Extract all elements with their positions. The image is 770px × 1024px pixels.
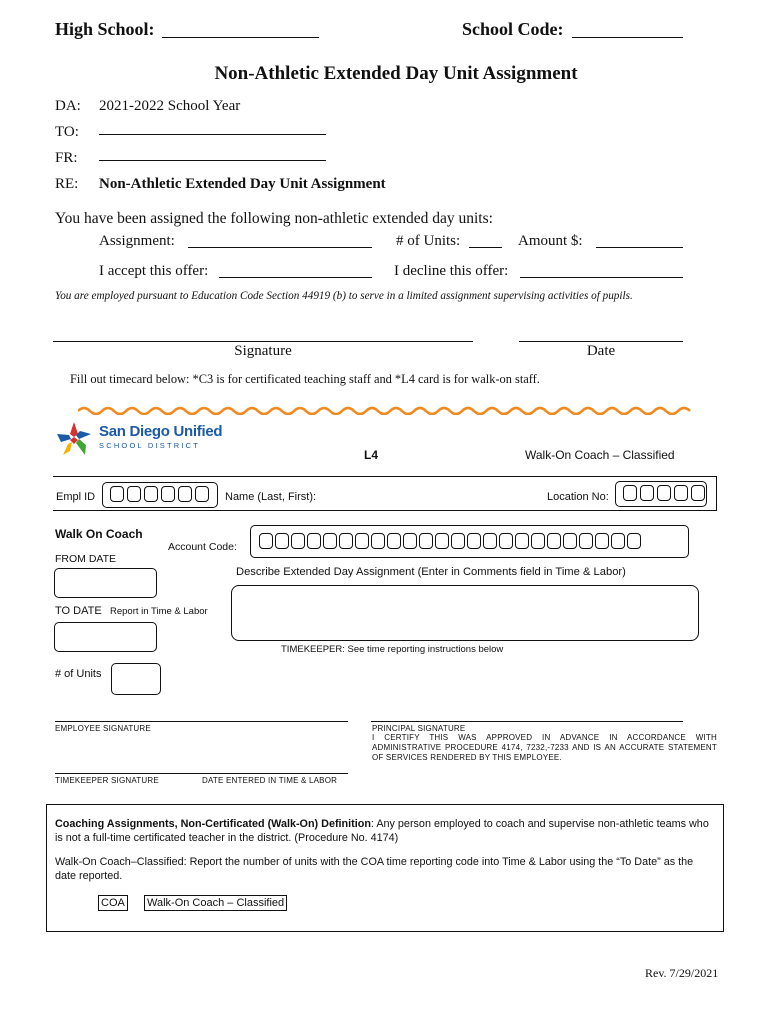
page-title: Non-Athletic Extended Day Unit Assignment	[214, 63, 578, 84]
district-logo-name: San Diego Unified	[99, 423, 223, 440]
assignment-field[interactable]	[188, 247, 372, 248]
describe-input[interactable]	[231, 585, 699, 641]
definition-text	[55, 817, 715, 845]
account-digit[interactable]	[627, 533, 641, 549]
employee-signature-label: EMPLOYEE SIGNATURE	[55, 724, 151, 733]
intro-text: You have been assigned the following non-athletic extended day units:	[55, 210, 493, 227]
district-logo-icon	[55, 420, 93, 458]
account-digit[interactable]	[371, 533, 385, 549]
definition-body: : Any person employed to coach and supervise non-athletic teams who is not a full-time certificated teacher in the district. (Procedure No. 4174)	[55, 818, 709, 844]
account-digit[interactable]	[579, 533, 593, 549]
empl-id-digit[interactable]	[161, 486, 175, 502]
units-field[interactable]	[469, 247, 502, 248]
fr-field[interactable]	[99, 160, 326, 161]
account-digit[interactable]	[259, 533, 273, 549]
name-field[interactable]	[320, 482, 540, 506]
to-field[interactable]	[99, 134, 326, 135]
account-digit[interactable]	[499, 533, 513, 549]
location-digit[interactable]	[640, 485, 654, 501]
walk-on-label: Walk On Coach	[55, 527, 143, 541]
account-digit[interactable]	[467, 533, 481, 549]
timecard-frame-bottom	[53, 510, 717, 511]
empl-id-label: Empl ID	[56, 491, 96, 503]
from-date-label: FROM DATE	[55, 553, 117, 565]
card-units-input[interactable]	[111, 663, 161, 695]
account-digit[interactable]	[307, 533, 321, 549]
location-digit[interactable]	[674, 485, 688, 501]
account-label: Account Code:	[168, 541, 237, 553]
date-entered-label: DATE ENTERED IN TIME & LABOR	[202, 776, 338, 785]
location-input[interactable]	[615, 481, 707, 507]
coa-code: COA	[98, 895, 128, 911]
location-digit[interactable]	[623, 485, 637, 501]
coa-description: Walk-On Coach – Classified	[144, 895, 287, 911]
timecard-frame	[53, 476, 717, 477]
wavy-divider	[78, 405, 692, 415]
location-label: Location No:	[547, 491, 609, 503]
from-date-input[interactable]	[54, 568, 157, 598]
da-label: DA:	[55, 98, 81, 114]
account-digit[interactable]	[435, 533, 449, 549]
signature-label: Signature	[234, 343, 292, 359]
district-logo-sub: SCHOOL DISTRICT	[99, 441, 201, 450]
certify-text: I CERTIFY THIS WAS APPROVED IN ADVANCE IN ACCORDANCE WITH ADMINISTRATIVE PROCEDURE 4174, 7232,-7233 AND IS AN ACCURATE STATEMENT OF SERVICES RENDERED BY THIS EMPLOYEE.	[372, 733, 717, 762]
units-label: # of Units:	[396, 233, 461, 249]
describe-label: Describe Extended Day Assignment (Enter in Comments field in Time & Labor)	[236, 566, 626, 578]
definition-para2: Walk-On Coach–Classified: Report the number of units with the COA time reporting code into Time & Labor using the “To Date” as the date reported.	[55, 856, 694, 882]
re-label: RE:	[55, 176, 79, 192]
account-digit[interactable]	[451, 533, 465, 549]
timecard-frame-right	[716, 476, 717, 510]
timekeeper-note: TIMEKEEPER: See time reporting instructions below	[281, 644, 504, 655]
empl-id-digit[interactable]	[127, 486, 141, 502]
account-digit[interactable]	[339, 533, 353, 549]
timekeeper-signature-label: TIMEKEEPER SIGNATURE	[55, 776, 159, 785]
account-digit[interactable]	[291, 533, 305, 549]
principal-signature-label: PRINCIPAL SIGNATURE	[372, 724, 466, 733]
high-school-label: High School:	[55, 19, 155, 39]
accept-field[interactable]	[219, 277, 372, 278]
account-digit[interactable]	[387, 533, 401, 549]
empl-id-input[interactable]	[102, 482, 218, 508]
to-date-input[interactable]	[54, 622, 157, 652]
da-value: 2021-2022 School Year	[99, 98, 241, 114]
empl-id-digit[interactable]	[110, 486, 124, 502]
location-digit[interactable]	[691, 485, 705, 501]
name-label: Name (Last, First):	[225, 491, 317, 503]
amount-field[interactable]	[596, 247, 683, 248]
revision-date: Rev. 7/29/2021	[645, 966, 719, 980]
account-digit[interactable]	[547, 533, 561, 549]
timekeeper-signature-line[interactable]	[55, 773, 348, 774]
card-units-label: # of Units	[55, 668, 102, 680]
account-digit[interactable]	[419, 533, 433, 549]
empl-id-digit[interactable]	[195, 486, 209, 502]
school-code-field[interactable]	[572, 37, 683, 38]
definition-heading: Coaching Assignments, Non-Certificated (Walk-On) Definition	[55, 818, 371, 830]
account-digit[interactable]	[275, 533, 289, 549]
report-label: Report in Time & Labor	[110, 606, 208, 617]
empl-id-digit[interactable]	[144, 486, 158, 502]
employee-signature-line[interactable]	[55, 721, 348, 722]
high-school-field[interactable]	[162, 37, 319, 38]
decline-label: I decline this offer:	[394, 263, 509, 279]
account-code-input[interactable]	[250, 525, 689, 558]
account-digit[interactable]	[323, 533, 337, 549]
account-digit[interactable]	[595, 533, 609, 549]
decline-field[interactable]	[520, 277, 683, 278]
fr-label: FR:	[55, 150, 78, 166]
amount-label: Amount $:	[518, 233, 583, 249]
location-digit[interactable]	[657, 485, 671, 501]
legal-note: You are employed pursuant to Education Code Section 44919 (b) to serve in a limited assignment supervising activities of pupils.	[55, 290, 633, 302]
principal-signature-line[interactable]	[371, 721, 683, 722]
account-digit[interactable]	[563, 533, 577, 549]
empl-id-digit[interactable]	[178, 486, 192, 502]
card-title: Walk-On Coach – Classified	[525, 448, 675, 462]
account-digit[interactable]	[515, 533, 529, 549]
account-digit[interactable]	[611, 533, 625, 549]
account-digit[interactable]	[403, 533, 417, 549]
account-digit[interactable]	[531, 533, 545, 549]
assignment-label: Assignment:	[99, 233, 175, 249]
card-code: L4	[364, 448, 379, 462]
date-line[interactable]	[519, 341, 683, 342]
account-digit[interactable]	[483, 533, 497, 549]
signature-line[interactable]	[53, 341, 473, 342]
school-code-label: School Code:	[462, 19, 564, 39]
account-digit[interactable]	[355, 533, 369, 549]
timecard-note: Fill out timecard below: *C3 is for certificated teaching staff and *L4 card is for walk-on staff.	[70, 372, 540, 386]
to-date-label: TO DATE	[55, 605, 102, 617]
date-label: Date	[586, 343, 616, 359]
to-label: TO:	[55, 124, 79, 140]
accept-label: I accept this offer:	[99, 263, 209, 279]
re-value: Non-Athletic Extended Day Unit Assignment	[99, 176, 386, 192]
